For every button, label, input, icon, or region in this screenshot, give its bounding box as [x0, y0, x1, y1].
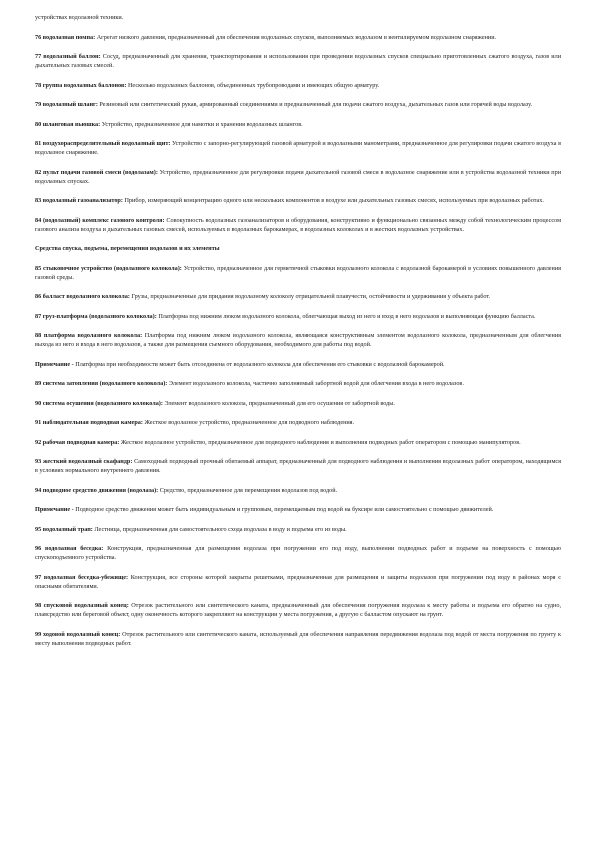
term-number: 98	[35, 602, 42, 609]
term-82	[35, 168, 561, 186]
term-number: 96	[35, 545, 42, 552]
term-90	[35, 399, 561, 408]
term-title: шланговая вьюшка:	[42, 120, 101, 128]
term-title: водолазный газоанализатор:	[42, 197, 123, 204]
term-definition: Устройство с запорно-регулирующей газовой арматурой и водолазными манометрами, предназначенное для регулировки подачи сжатого воздуха в водолазное снаряжение.	[35, 140, 562, 156]
term-92	[35, 438, 561, 447]
note	[35, 360, 561, 369]
term-number: 89	[35, 380, 42, 387]
term-definition: Платформа под нижним люком водолазного колокола, являющаяся конструктивным элементом водолазного колокола, предназначенным для облегчения выхода из него и входа в него водолазов, а также для размещения съемного оборудования, необходимого для работы под водой.	[35, 332, 562, 348]
term-85	[35, 264, 561, 282]
term-definition: Устройство, предназначенное для герметичной стыковки водолазного колокола с водолазной барокамерой в условиях повышенного давления газовой среды.	[35, 264, 562, 281]
note-text: Платформа при необходимости может быть отсоединена от водолазного колокола для обеспечения его стыковки с водолазной барокамерой.	[75, 360, 445, 368]
note	[35, 505, 561, 514]
term-title: наблюдательная подводная камера:	[42, 419, 143, 426]
term-number: 90	[35, 399, 42, 407]
term-definition: Жесткое водолазное устройство, предназначенное для подводного наблюдения и выполнения подводных работ оператором с помощью манипуляторов.	[120, 438, 521, 446]
term-77	[35, 52, 561, 70]
term-79	[35, 100, 561, 109]
term-93	[35, 457, 561, 475]
term-number: 95	[35, 525, 42, 533]
term-title: система осушения (водолазного колокола):	[42, 399, 163, 407]
term-title: водолазная беседка-убежище:	[43, 573, 128, 581]
term-title: пульт подачи газовой смеси (водолазам):	[42, 168, 158, 176]
term-number: 77	[35, 53, 42, 60]
term-number: 97	[35, 573, 42, 581]
term-83	[35, 196, 561, 205]
term-title: спусковой водолазный конец:	[43, 602, 129, 609]
term-title: (водолазный) комплекс газового контроля:	[43, 216, 165, 224]
term-87	[35, 312, 561, 321]
term-97	[35, 573, 561, 591]
term-definition: Совокупность водолазных газоанализаторов и оборудования, конструктивно и функционально связанных между собой технологическим процессом газового анализа воздуха и дыхательных газовых смесей, используемых в водолазных барокамерах, в водолазных колоколах и в жестких водолазных устройствах.	[35, 216, 562, 233]
term-number: 82	[35, 168, 42, 176]
term-title: жесткий водолазный скафандр:	[42, 458, 133, 465]
term-title: стыковочное устройство (водолазного колокола):	[43, 264, 182, 272]
term-definition: Конструкция, предназначенная для размещения водолаза при погружении его под воду, выполнении подводных работ и подъеме на поверхность с помощью спускоподъемного устройства.	[35, 545, 562, 561]
term-title: рабочая подводная камера:	[42, 438, 120, 446]
term-definition: Элемент водолазного колокола, частично заполняемый забортной водой для облегчения входа в него водолазов.	[168, 380, 464, 387]
term-definition: Жесткое водолазное устройство, предназначенное для подводного наблюдения.	[144, 419, 355, 426]
term-86	[35, 292, 561, 301]
term-89	[35, 379, 561, 388]
term-title: подводное средство движения (водолаза):	[42, 486, 159, 494]
term-title: водолазный баллон:	[43, 53, 101, 60]
term-title: водолазный трап:	[42, 525, 93, 533]
term-number: 84	[35, 216, 42, 224]
term-title: водолазная помпа:	[42, 33, 96, 41]
term-number: 88	[35, 332, 42, 339]
document-page	[35, 13, 561, 658]
term-number: 93	[35, 458, 42, 465]
note-label: Примечание -	[35, 360, 74, 368]
term-definition: Самоходный подводный прочный обитаемый аппарат, предназначенный для подводного наблюдения и выполнения водолазных работ оператором, находящимся в условиях нормального внутреннего давления.	[35, 458, 561, 474]
term-number: 85	[35, 264, 42, 272]
term-title: воздухораспределительный водолазный щит:	[42, 140, 171, 147]
term-80	[35, 120, 561, 129]
term-title: группа водолазных баллонов:	[42, 81, 127, 89]
term-definition: Элемент водолазного колокола, предназначенный для его осушения от забортной воды.	[164, 399, 395, 407]
section-heading: Средства спуска, подъема, перемещения водолазов и их элементы	[35, 245, 220, 252]
term-title: водолазная беседка:	[45, 545, 104, 552]
term-definition: Отрезок растительного или синтетического каната, предназначенный для обеспечения погружения водолаза к месту работы и подъема его обратно на судно, плавсредство или береговой объект, одну оконечность которого закрепляют на конструкции у места погружения, а другую с балластом опускают на грунт.	[35, 602, 562, 618]
term-number: 79	[35, 101, 42, 108]
term-title: балласт водолазного колокола:	[42, 293, 130, 300]
term-definition: Отрезок растительного или синтетического каната, используемый для обеспечения направления передвижения водолаза под водой от места погружения по грунту к месту выполнения подводных работ.	[35, 630, 562, 647]
term-definition: Платформа под нижним люком водолазного колокола, облегчающая выход из него и вход в него водолазов и выполняющая функцию балласта.	[158, 312, 536, 320]
term-number: 80	[35, 120, 42, 128]
term-title: система затопления (водолазного колокола):	[42, 380, 168, 387]
term-76	[35, 33, 561, 42]
term-96	[35, 544, 561, 562]
term-definition: Грузы, предназначенные для придания водолазному колоколу отрицательной плавучести, остойчивости и удерживания у объекта работ.	[131, 293, 491, 300]
term-number: 87	[35, 312, 42, 320]
term-81	[35, 139, 561, 157]
term-number: 83	[35, 197, 42, 204]
term-95	[35, 525, 561, 534]
term-number: 81	[35, 140, 42, 147]
term-definition: Несколько водолазных баллонов, объединенных трубопроводами и имеющих общую арматуру.	[127, 81, 380, 89]
term-title: водолазный шланг:	[42, 101, 98, 108]
term-definition: Конструкция, все стороны которой закрыты решетками, предназначенная для размещения и защиты водолазов при погружении под воду в районах моря с опасными обитателями.	[35, 573, 561, 590]
term-number: 86	[35, 293, 42, 300]
term-88	[35, 331, 561, 349]
term-number: 76	[35, 33, 42, 41]
term-number: 94	[35, 486, 42, 494]
term-definition: Агрегат низкого давления, предназначенный для обеспечения водолазных спусков, выполняемых водолазом в вентилируемом водолазном снаряжении.	[96, 33, 497, 41]
term-definition: Устройство, предназначенное для намотки и хранения водолазных шлангов.	[101, 120, 303, 128]
term-definition: Лестница, предназначенная для самостоятельного схода водолаза в воду и подъема его из воды.	[94, 525, 347, 533]
term-title: ходовой водолазный конец:	[43, 630, 121, 638]
term-definition: Средство, предназначенное для перемещения водолазов под водой.	[159, 486, 338, 494]
term-number: 78	[35, 81, 42, 89]
term-99	[35, 630, 561, 648]
term-definition: Сосуд, предназначенный для хранения, транспортирования и использования при проведении водолазных спусков специально приготовленных сжатого воздуха, газов или дыхательных газовых смесей.	[35, 53, 562, 69]
term-definition: Устройство, предназначенное для регулировки подачи дыхательной газовой смеси в водолазное снаряжение или в устройства водолазной техники при водолазных спусках.	[35, 168, 562, 185]
term-number: 92	[35, 438, 42, 446]
term-84	[35, 216, 561, 234]
note-text: Подводное средство движения может быть индивидуальным и групповым, перемещаемым под водой на буксире или самостоятельно с помощью движителей.	[75, 506, 494, 513]
term-91	[35, 418, 561, 427]
term-94	[35, 486, 561, 495]
term-number: 91	[35, 419, 42, 426]
note-label: Примечание -	[35, 506, 74, 513]
term-title: платформа водолазного колокола:	[43, 332, 143, 339]
paragraph-continuation: устройствах водолазной техники.	[35, 14, 124, 21]
term-title: груз-платформа (водолазного колокола):	[42, 312, 157, 320]
term-78	[35, 81, 561, 90]
term-98	[35, 601, 561, 619]
term-definition: Резиновый или синтетический рукав, армированный соединениями и предназначенный для подачи сжатого воздуха, дыхательных газов или горячей воды водолазу.	[99, 101, 533, 108]
term-number: 99	[35, 630, 42, 638]
term-definition: Прибор, измеряющий концентрацию одного или нескольких компонентов в воздухе или дыхательных газовых смесях, используемых при водолазных работах.	[124, 197, 544, 204]
